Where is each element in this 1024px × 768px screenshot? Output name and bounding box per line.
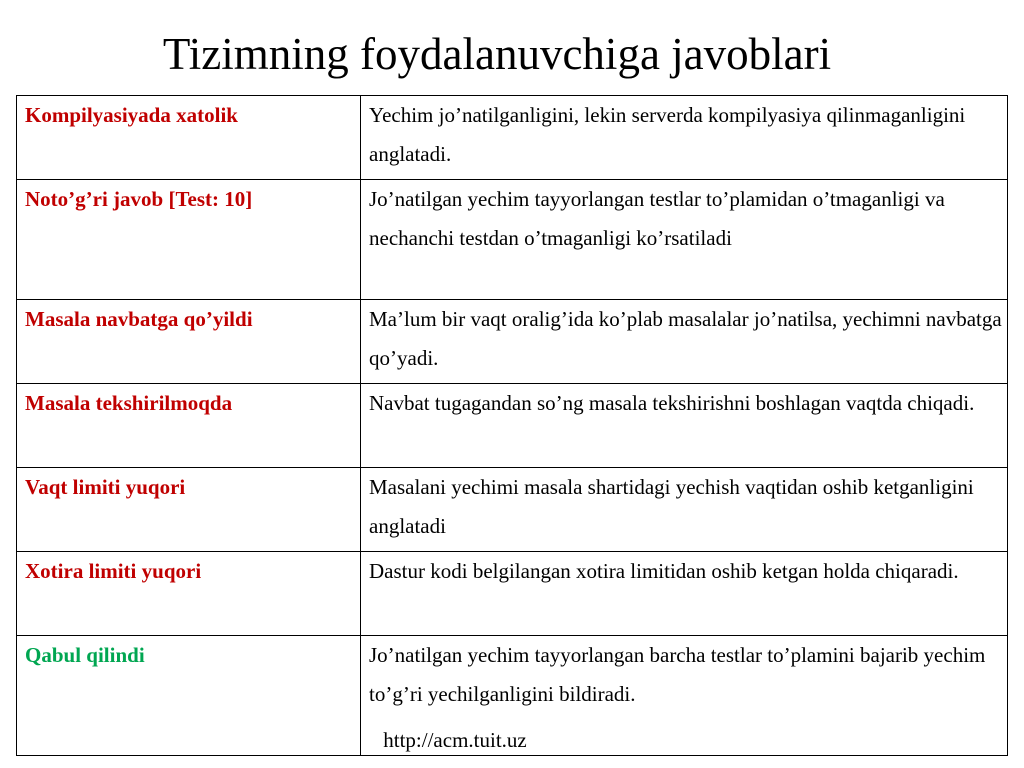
status-cell: Masala tekshirilmoqda [17,384,361,468]
table-row [17,468,1008,552]
status-cell: Masala navbatga qo’yildi [17,300,361,384]
table-row [17,384,1008,468]
description-cell: Masalani yechimi masala shartidagi yechish vaqtidan oshib ketganligini anglatadi [361,468,1008,552]
table-row [17,300,1008,384]
description-cell: Jo’natilgan yechim tayyorlangan testlar to’plamidan o’tmaganligi va nechanchi testdan o’tmaganligi ko’rsatiladi [361,180,1008,300]
description-cell: Jo’natilgan yechim tayyorlangan barcha testlar to’plamini bajarib yechim to’g’ri yechilganligini bildiradi. [361,636,1008,756]
status-cell: Xotira limiti yuqori [17,552,361,636]
responses-table [16,95,1008,756]
status-cell: Kompilyasiyada xatolik [17,96,361,180]
status-cell: Qabul qilindi [17,636,361,756]
status-cell: Noto’g’ri javob [Test: 10] [17,180,361,300]
status-cell: Vaqt limiti yuqori [17,468,361,552]
table-row [17,552,1008,636]
description-cell: Navbat tugagandan so’ng masala tekshirishni boshlagan vaqtda chiqadi. [361,384,1008,468]
description-cell: Yechim jo’natilganligini, lekin serverda kompilyasiya qilinmaganligini anglatadi. [361,96,1008,180]
description-cell: Dastur kodi belgilangan xotira limitidan oshib ketgan holda chiqaradi. [361,552,1008,636]
description-cell: Ma’lum bir vaqt oralig’ida ko’plab masalalar jo’natilsa, yechimni navbatga qo’yadi. [361,300,1008,384]
footer-url: http://acm.tuit.uz [383,728,527,752]
slide-title: Tizimning foydalanuvchiga javoblari [162,29,832,79]
table-row [17,96,1008,180]
table-row [17,180,1008,300]
